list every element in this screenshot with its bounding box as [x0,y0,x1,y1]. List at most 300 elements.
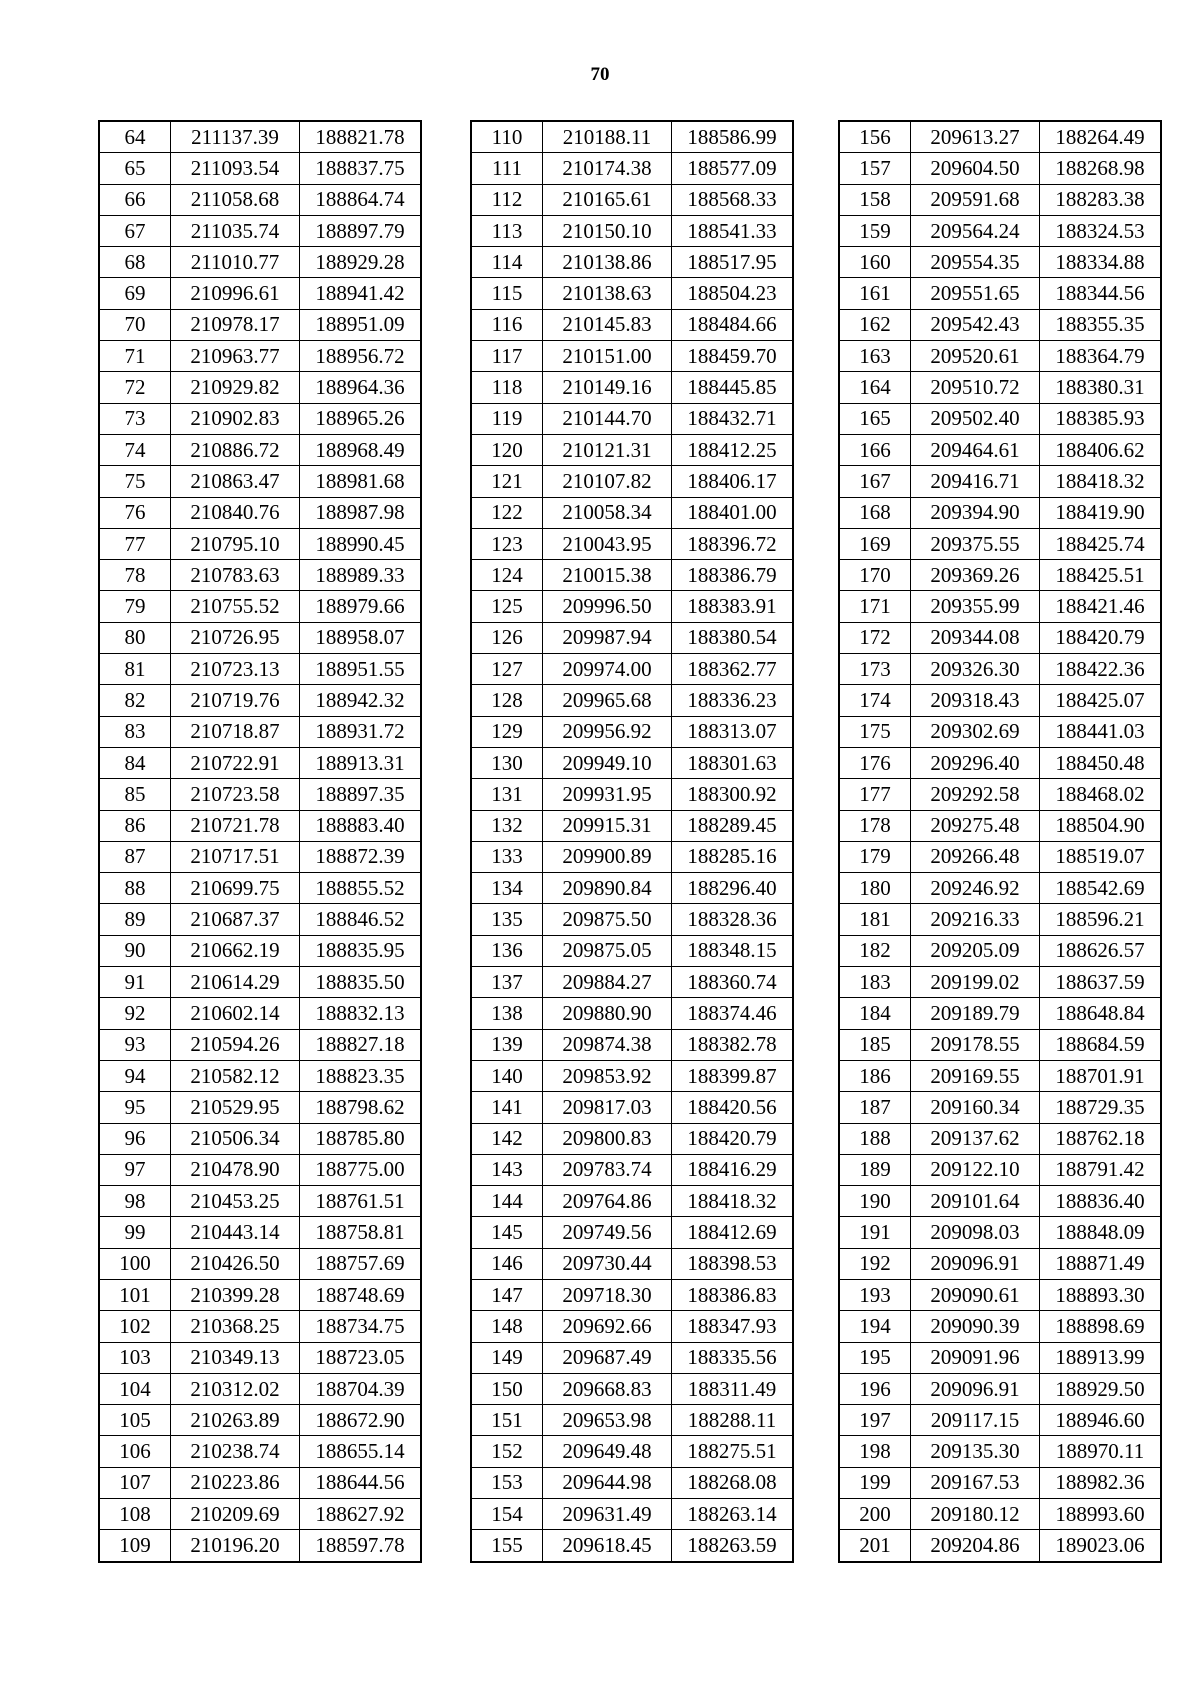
table-row [471,309,793,340]
table-row [471,528,793,559]
table-row [471,372,793,403]
y-coordinate-cell: 188958.07 [300,622,422,653]
table-row [99,153,421,184]
y-coordinate-cell: 188596.21 [1040,904,1162,935]
x-coordinate-cell: 210783.63 [171,560,300,591]
y-coordinate-cell: 188380.31 [1040,372,1162,403]
table-row [471,622,793,653]
table-row [471,215,793,246]
table-row [471,654,793,685]
y-coordinate-cell: 188785.80 [300,1123,422,1154]
table-row [99,1373,421,1404]
point-number-cell: 178 [839,810,911,841]
y-coordinate-cell: 188990.45 [300,528,422,559]
x-coordinate-cell: 210015.38 [543,560,672,591]
y-coordinate-cell: 188791.42 [1040,1154,1162,1185]
y-coordinate-cell: 188348.15 [672,935,794,966]
y-coordinate-cell: 188412.25 [672,434,794,465]
y-coordinate-cell: 188987.98 [300,497,422,528]
point-number-cell: 179 [839,841,911,872]
table-row [839,528,1161,559]
y-coordinate-cell: 188837.75 [300,153,422,184]
point-number-cell: 144 [471,1186,543,1217]
x-coordinate-cell: 209653.98 [543,1405,672,1436]
table-row [839,278,1161,309]
x-coordinate-cell: 209618.45 [543,1530,672,1562]
y-coordinate-cell: 188757.69 [300,1248,422,1279]
x-coordinate-cell: 209180.12 [911,1499,1040,1530]
y-coordinate-cell: 188399.87 [672,1060,794,1091]
x-coordinate-cell: 209096.91 [911,1373,1040,1404]
y-coordinate-cell: 188382.78 [672,1029,794,1060]
x-coordinate-cell: 209554.35 [911,247,1040,278]
y-coordinate-cell: 188418.32 [672,1186,794,1217]
x-coordinate-cell: 210723.58 [171,779,300,810]
table-row [839,935,1161,966]
point-number-cell: 121 [471,466,543,497]
y-coordinate-cell: 188597.78 [300,1530,422,1562]
x-coordinate-cell: 209875.05 [543,935,672,966]
point-number-cell: 167 [839,466,911,497]
point-number-cell: 82 [99,685,171,716]
table-row [99,434,421,465]
point-number-cell: 78 [99,560,171,591]
point-number-cell: 153 [471,1467,543,1498]
point-number-cell: 120 [471,434,543,465]
x-coordinate-cell: 210368.25 [171,1311,300,1342]
point-number-cell: 176 [839,747,911,778]
table-row [471,1186,793,1217]
point-number-cell: 92 [99,998,171,1029]
x-coordinate-cell: 209302.69 [911,716,1040,747]
x-coordinate-cell: 210107.82 [543,466,672,497]
x-coordinate-cell: 210165.61 [543,184,672,215]
x-coordinate-cell: 209098.03 [911,1217,1040,1248]
table-row [99,1186,421,1217]
table-row [99,1405,421,1436]
table-row [471,998,793,1029]
point-number-cell: 151 [471,1405,543,1436]
table-row [839,716,1161,747]
y-coordinate-cell: 188970.11 [1040,1436,1162,1467]
table-row [99,309,421,340]
point-number-cell: 87 [99,841,171,872]
table-row [839,841,1161,872]
point-number-cell: 188 [839,1123,911,1154]
x-coordinate-cell: 209649.48 [543,1436,672,1467]
x-coordinate-cell: 209965.68 [543,685,672,716]
y-coordinate-cell: 188334.88 [1040,247,1162,278]
table-row [99,998,421,1029]
point-number-cell: 169 [839,528,911,559]
x-coordinate-cell: 210721.78 [171,810,300,841]
point-number-cell: 147 [471,1279,543,1310]
point-number-cell: 159 [839,215,911,246]
x-coordinate-cell: 210138.63 [543,278,672,309]
x-coordinate-cell: 210978.17 [171,309,300,340]
y-coordinate-cell: 188459.70 [672,341,794,372]
y-coordinate-cell: 188941.42 [300,278,422,309]
point-number-cell: 94 [99,1060,171,1091]
point-number-cell: 182 [839,935,911,966]
y-coordinate-cell: 188942.32 [300,685,422,716]
x-coordinate-cell: 209631.49 [543,1499,672,1530]
table-row [839,560,1161,591]
table-row [839,1342,1161,1373]
x-coordinate-cell: 211093.54 [171,153,300,184]
point-number-cell: 70 [99,309,171,340]
x-coordinate-cell: 210238.74 [171,1436,300,1467]
table-row [839,1311,1161,1342]
point-number-cell: 196 [839,1373,911,1404]
x-coordinate-cell: 209613.27 [911,121,1040,153]
point-number-cell: 175 [839,716,911,747]
x-coordinate-cell: 210662.19 [171,935,300,966]
x-coordinate-cell: 209551.65 [911,278,1040,309]
y-coordinate-cell: 188418.32 [1040,466,1162,497]
point-number-cell: 160 [839,247,911,278]
point-number-cell: 95 [99,1092,171,1123]
table-row [471,1499,793,1530]
point-number-cell: 148 [471,1311,543,1342]
point-number-cell: 193 [839,1279,911,1310]
point-number-cell: 108 [99,1499,171,1530]
y-coordinate-cell: 188386.79 [672,560,794,591]
table-row [99,622,421,653]
point-number-cell: 66 [99,184,171,215]
y-coordinate-cell: 188989.33 [300,560,422,591]
table-row [471,247,793,278]
table-row [99,654,421,685]
point-number-cell: 80 [99,622,171,653]
table-row [99,497,421,528]
y-coordinate-cell: 188374.46 [672,998,794,1029]
point-number-cell: 134 [471,873,543,904]
x-coordinate-cell: 211137.39 [171,121,300,153]
table-row [471,403,793,434]
y-coordinate-cell: 188586.99 [672,121,794,153]
table-row [471,1342,793,1373]
y-coordinate-cell: 188655.14 [300,1436,422,1467]
x-coordinate-cell: 209101.64 [911,1186,1040,1217]
y-coordinate-cell: 188420.79 [1040,622,1162,653]
x-coordinate-cell: 210196.20 [171,1530,300,1562]
point-number-cell: 161 [839,278,911,309]
x-coordinate-cell: 210614.29 [171,967,300,998]
table-row [839,1436,1161,1467]
y-coordinate-cell: 188872.39 [300,841,422,872]
y-coordinate-cell: 188913.31 [300,747,422,778]
point-number-cell: 129 [471,716,543,747]
y-coordinate-cell: 188836.40 [1040,1186,1162,1217]
y-coordinate-cell: 188946.60 [1040,1405,1162,1436]
y-coordinate-cell: 188412.69 [672,1217,794,1248]
x-coordinate-cell: 210963.77 [171,341,300,372]
point-number-cell: 128 [471,685,543,716]
point-number-cell: 76 [99,497,171,528]
x-coordinate-cell: 209090.61 [911,1279,1040,1310]
table-row [99,1029,421,1060]
y-coordinate-cell: 188964.36 [300,372,422,403]
table-row [99,810,421,841]
table-row [99,278,421,309]
table-row [839,309,1161,340]
table-row [99,528,421,559]
point-number-cell: 138 [471,998,543,1029]
point-number-cell: 64 [99,121,171,153]
y-coordinate-cell: 188385.93 [1040,403,1162,434]
y-coordinate-cell: 188386.83 [672,1279,794,1310]
point-number-cell: 77 [99,528,171,559]
point-number-cell: 171 [839,591,911,622]
y-coordinate-cell: 188644.56 [300,1467,422,1498]
x-coordinate-cell: 209275.48 [911,810,1040,841]
coordinate-table-2 [470,120,794,1563]
x-coordinate-cell: 210312.02 [171,1373,300,1404]
table-row [471,1029,793,1060]
point-number-cell: 133 [471,841,543,872]
x-coordinate-cell: 210443.14 [171,1217,300,1248]
y-coordinate-cell: 188421.46 [1040,591,1162,622]
y-coordinate-cell: 188406.17 [672,466,794,497]
point-number-cell: 104 [99,1373,171,1404]
y-coordinate-cell: 188761.51 [300,1186,422,1217]
x-coordinate-cell: 209591.68 [911,184,1040,215]
y-coordinate-cell: 188913.99 [1040,1342,1162,1373]
point-number-cell: 91 [99,967,171,998]
point-number-cell: 107 [99,1467,171,1498]
table-row [839,184,1161,215]
x-coordinate-cell: 209692.66 [543,1311,672,1342]
x-coordinate-cell: 210594.26 [171,1029,300,1060]
table-row [471,1248,793,1279]
point-number-cell: 96 [99,1123,171,1154]
y-coordinate-cell: 188846.52 [300,904,422,935]
y-coordinate-cell: 188855.52 [300,873,422,904]
x-coordinate-cell: 209416.71 [911,466,1040,497]
point-number-cell: 145 [471,1217,543,1248]
point-number-cell: 149 [471,1342,543,1373]
y-coordinate-cell: 188762.18 [1040,1123,1162,1154]
coordinate-table-1 [98,120,422,1563]
y-coordinate-cell: 188268.08 [672,1467,794,1498]
y-coordinate-cell: 188425.07 [1040,685,1162,716]
x-coordinate-cell: 209502.40 [911,403,1040,434]
point-number-cell: 136 [471,935,543,966]
table-row [839,810,1161,841]
x-coordinate-cell: 209687.49 [543,1342,672,1373]
point-number-cell: 194 [839,1311,911,1342]
table-row [99,466,421,497]
x-coordinate-cell: 210426.50 [171,1248,300,1279]
point-number-cell: 113 [471,215,543,246]
table-row [99,403,421,434]
point-number-cell: 123 [471,528,543,559]
table-row [839,497,1161,528]
x-coordinate-cell: 211010.77 [171,247,300,278]
y-coordinate-cell: 188422.36 [1040,654,1162,685]
x-coordinate-cell: 211058.68 [171,184,300,215]
point-number-cell: 200 [839,1499,911,1530]
table-row [839,998,1161,1029]
point-number-cell: 110 [471,121,543,153]
point-number-cell: 100 [99,1248,171,1279]
y-coordinate-cell: 188335.56 [672,1342,794,1373]
x-coordinate-cell: 209375.55 [911,528,1040,559]
point-number-cell: 137 [471,967,543,998]
table-row [471,560,793,591]
y-coordinate-cell: 188398.53 [672,1248,794,1279]
point-number-cell: 197 [839,1405,911,1436]
table-row [839,403,1161,434]
point-number-cell: 166 [839,434,911,465]
table-row [471,1279,793,1310]
table-row [839,466,1161,497]
table-row [471,747,793,778]
point-number-cell: 114 [471,247,543,278]
point-number-cell: 130 [471,747,543,778]
point-number-cell: 125 [471,591,543,622]
point-number-cell: 191 [839,1217,911,1248]
point-number-cell: 69 [99,278,171,309]
y-coordinate-cell: 188419.90 [1040,497,1162,528]
y-coordinate-cell: 188951.09 [300,309,422,340]
table-row [839,1123,1161,1154]
x-coordinate-cell: 209137.62 [911,1123,1040,1154]
x-coordinate-cell: 209853.92 [543,1060,672,1091]
point-number-cell: 105 [99,1405,171,1436]
point-number-cell: 190 [839,1186,911,1217]
point-number-cell: 116 [471,309,543,340]
x-coordinate-cell: 210582.12 [171,1060,300,1091]
y-coordinate-cell: 188296.40 [672,873,794,904]
point-number-cell: 75 [99,466,171,497]
table-row [839,1217,1161,1248]
y-coordinate-cell: 188898.69 [1040,1311,1162,1342]
point-number-cell: 195 [839,1342,911,1373]
table-row [99,184,421,215]
table-row [471,1092,793,1123]
table-row [471,153,793,184]
y-coordinate-cell: 188432.71 [672,403,794,434]
x-coordinate-cell: 209355.99 [911,591,1040,622]
point-number-cell: 140 [471,1060,543,1091]
y-coordinate-cell: 188380.54 [672,622,794,653]
x-coordinate-cell: 209783.74 [543,1154,672,1185]
point-number-cell: 122 [471,497,543,528]
y-coordinate-cell: 188406.62 [1040,434,1162,465]
point-number-cell: 99 [99,1217,171,1248]
y-coordinate-cell: 188519.07 [1040,841,1162,872]
table-row [471,1060,793,1091]
y-coordinate-cell: 188979.66 [300,591,422,622]
table-row [839,341,1161,372]
x-coordinate-cell: 210886.72 [171,434,300,465]
table-row [839,654,1161,685]
table-row [99,1342,421,1373]
point-number-cell: 106 [99,1436,171,1467]
y-coordinate-cell: 188823.35 [300,1060,422,1091]
point-number-cell: 118 [471,372,543,403]
y-coordinate-cell: 188347.93 [672,1311,794,1342]
x-coordinate-cell: 209199.02 [911,967,1040,998]
point-number-cell: 103 [99,1342,171,1373]
x-coordinate-cell: 209974.00 [543,654,672,685]
y-coordinate-cell: 188420.56 [672,1092,794,1123]
point-number-cell: 163 [839,341,911,372]
point-number-cell: 88 [99,873,171,904]
table-row [99,967,421,998]
x-coordinate-cell: 210058.34 [543,497,672,528]
x-coordinate-cell: 209117.15 [911,1405,1040,1436]
point-number-cell: 181 [839,904,911,935]
point-number-cell: 146 [471,1248,543,1279]
table-row [99,873,421,904]
y-coordinate-cell: 188929.50 [1040,1373,1162,1404]
table-row [99,121,421,153]
y-coordinate-cell: 188285.16 [672,841,794,872]
table-row [471,1467,793,1498]
point-number-cell: 154 [471,1499,543,1530]
table-row [471,779,793,810]
table-row [99,591,421,622]
y-coordinate-cell: 188672.90 [300,1405,422,1436]
table-row [471,434,793,465]
point-number-cell: 85 [99,779,171,810]
point-number-cell: 127 [471,654,543,685]
point-number-cell: 155 [471,1530,543,1562]
table-row [839,153,1161,184]
x-coordinate-cell: 210150.10 [543,215,672,246]
y-coordinate-cell: 188637.59 [1040,967,1162,998]
y-coordinate-cell: 188355.35 [1040,309,1162,340]
y-coordinate-cell: 188416.29 [672,1154,794,1185]
y-coordinate-cell: 188835.95 [300,935,422,966]
x-coordinate-cell: 209464.61 [911,434,1040,465]
point-number-cell: 102 [99,1311,171,1342]
x-coordinate-cell: 210144.70 [543,403,672,434]
y-coordinate-cell: 188468.02 [1040,779,1162,810]
table-row [471,1311,793,1342]
x-coordinate-cell: 209160.34 [911,1092,1040,1123]
table-row [839,904,1161,935]
table-row [99,1499,421,1530]
x-coordinate-cell: 209510.72 [911,372,1040,403]
table-row [99,1060,421,1091]
y-coordinate-cell: 188328.36 [672,904,794,935]
x-coordinate-cell: 210795.10 [171,528,300,559]
x-coordinate-cell: 209318.43 [911,685,1040,716]
table-row [471,810,793,841]
table-row [471,466,793,497]
x-coordinate-cell: 209915.31 [543,810,672,841]
table-row [839,1248,1161,1279]
x-coordinate-cell: 209564.24 [911,215,1040,246]
y-coordinate-cell: 188336.23 [672,685,794,716]
point-number-cell: 126 [471,622,543,653]
table-row [471,591,793,622]
y-coordinate-cell: 188981.68 [300,466,422,497]
y-coordinate-cell: 188324.53 [1040,215,1162,246]
x-coordinate-cell: 210717.51 [171,841,300,872]
x-coordinate-cell: 210726.95 [171,622,300,653]
x-coordinate-cell: 209730.44 [543,1248,672,1279]
point-number-cell: 184 [839,998,911,1029]
table-row [99,747,421,778]
x-coordinate-cell: 210722.91 [171,747,300,778]
y-coordinate-cell: 188704.39 [300,1373,422,1404]
x-coordinate-cell: 210043.95 [543,528,672,559]
